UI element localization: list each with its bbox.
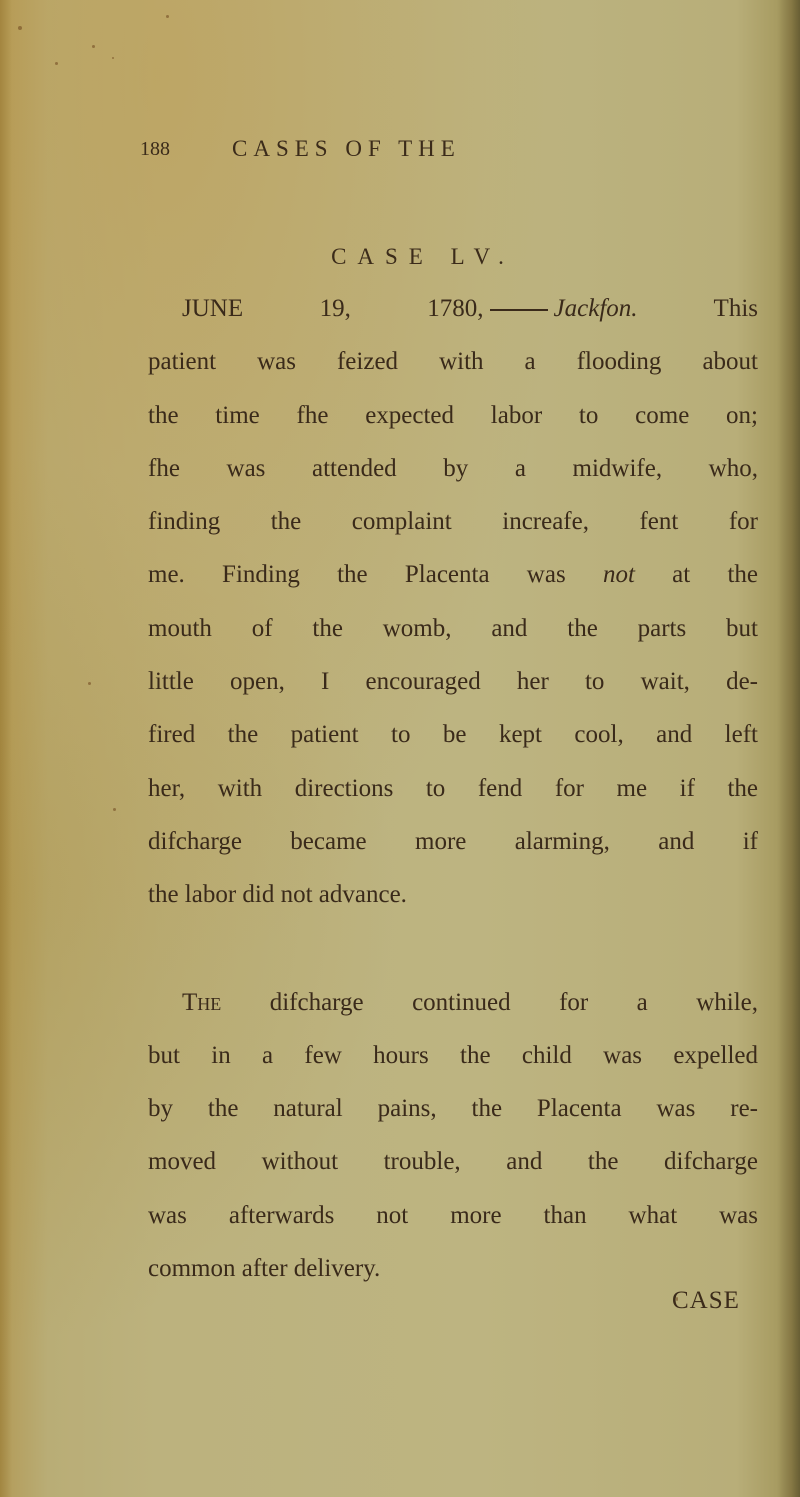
text-line — [148, 548, 758, 601]
case-heading: CASE LV. — [331, 244, 515, 269]
text-line — [148, 282, 758, 335]
text-line: mouth of the womb, and the parts but — [148, 614, 758, 642]
lead-word: The — [182, 988, 222, 1016]
text-fragment: at the — [672, 561, 758, 589]
text-fragment: difcharge continued for a while, — [269, 988, 758, 1016]
paragraph-2 — [148, 976, 758, 1296]
text-line: by the natural pains, the Placenta was re- — [148, 1095, 758, 1123]
text-fragment: me. Finding the Placenta was — [148, 561, 566, 589]
paper-speck — [55, 62, 58, 65]
text-line: was afterwards not more than what was — [148, 1201, 758, 1229]
paragraph-spacer — [148, 922, 758, 976]
paper-speck — [88, 682, 91, 685]
paper-speck — [18, 26, 22, 30]
paper-speck — [112, 57, 114, 59]
text-line: fired the patient to be kept cool, and left — [148, 721, 758, 749]
running-title: CASES OF THE — [232, 136, 461, 161]
text-line: finding the complaint increafe, fent for — [148, 508, 758, 536]
text-line: her, with directions to fend for me if the — [148, 774, 758, 802]
paper-speck — [166, 15, 169, 18]
page-right-edge-shading — [778, 0, 800, 1497]
page-left-edge-shading — [0, 0, 12, 1497]
text-line: common after delivery. — [148, 1255, 381, 1283]
text-line — [148, 976, 758, 1029]
patient-name: Jackfon. — [553, 295, 638, 322]
text-line: but in a few hours the child was expelled — [148, 1041, 758, 1069]
text-line: difcharge became more alarming, and if — [148, 827, 758, 855]
text-line: patient was feized with a flooding about — [148, 348, 758, 376]
text-line: little open, I encouraged her to wait, de- — [148, 668, 758, 696]
text-fragment: This — [713, 295, 758, 322]
paragraph-1 — [148, 282, 758, 922]
text-line: fhe was attended by a midwife, who, — [148, 454, 758, 482]
page-number: 188 — [140, 138, 170, 160]
case-date: JUNE 19, 1780, — [182, 295, 484, 322]
case-body — [148, 282, 758, 1295]
text-line: moved without trouble, and the difcharge — [148, 1148, 758, 1176]
paper-speck — [113, 808, 116, 811]
em-dash-rule — [490, 309, 548, 311]
running-head — [140, 136, 660, 176]
emphasis-not: not — [602, 561, 635, 589]
text-line: the time fhe expected labor to come on; — [148, 401, 758, 429]
catchword: CASE — [672, 1287, 740, 1314]
paper-speck — [92, 45, 95, 48]
text-line: the labor did not advance. — [148, 881, 407, 909]
